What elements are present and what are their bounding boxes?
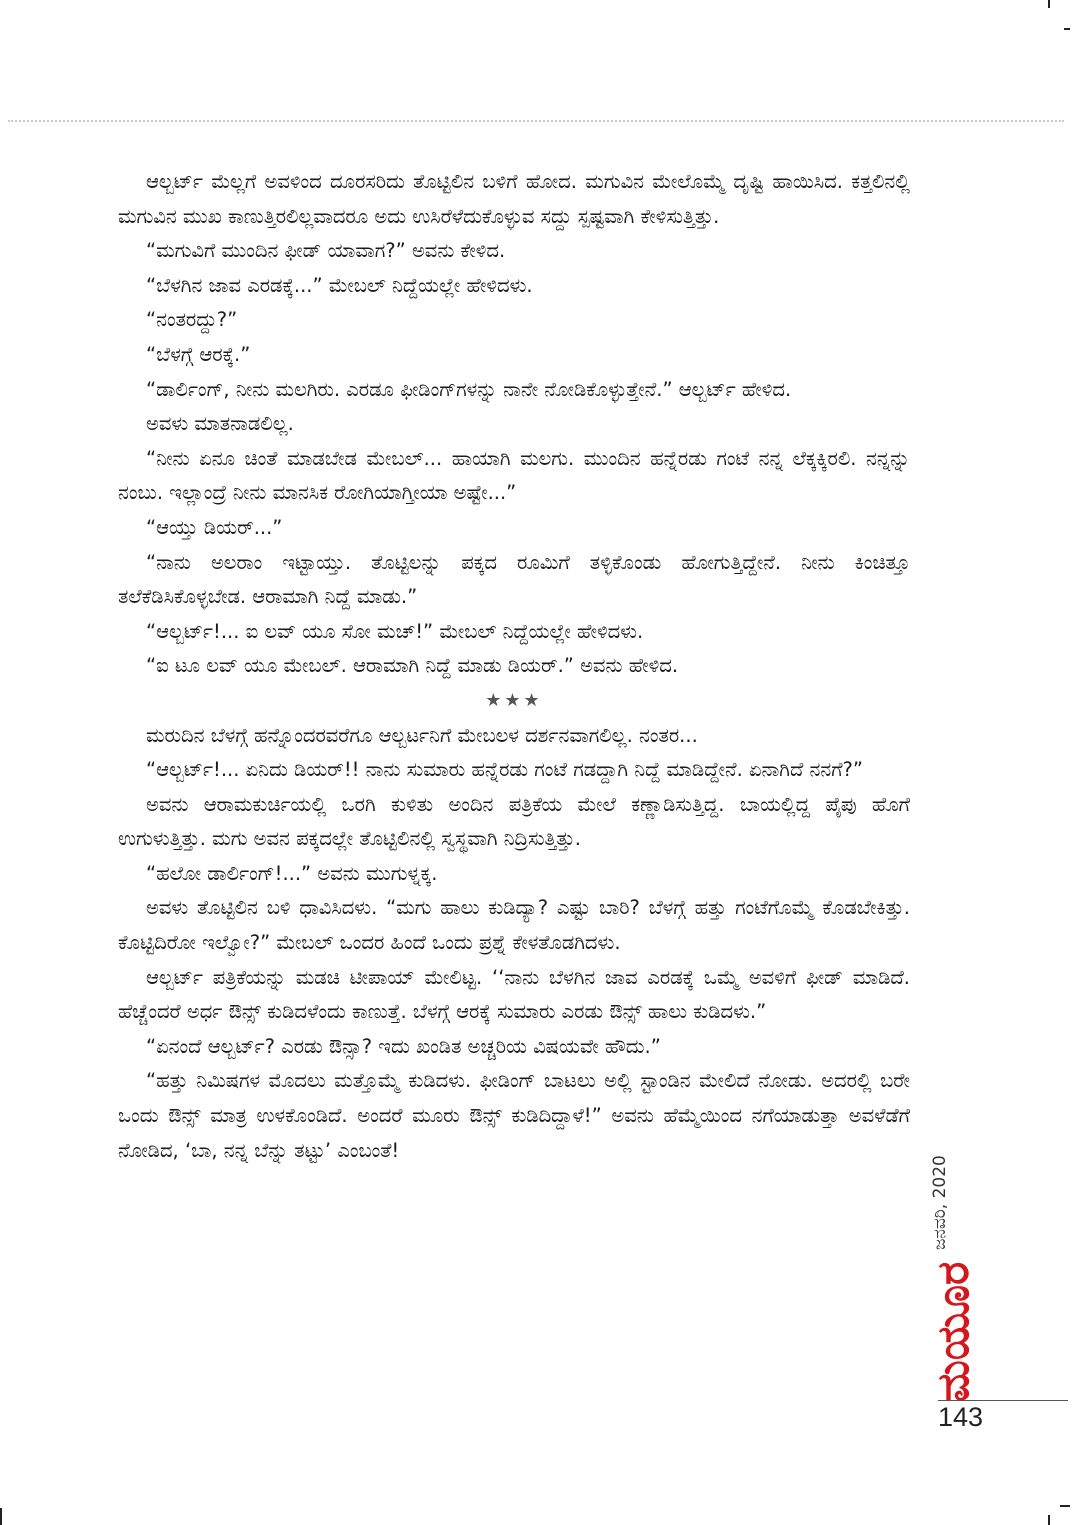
paragraph: “ನೀನು ಏನೂ ಚಿಂತೆ ಮಾಡಬೇಡ ಮೇಬಲ್... ಹಾಯಾಗಿ ಮಲಗು. ಮುಂದಿನ ಹನ್ನೆರಡು ಗಂಟೆ ನನ್ನ ಲೆಕ್ಕಕ್ಕಿರಲಿ. ನನ್ನನ್ನು ನಂಬು. ಇಲ್ಲಾಂದ್ರೆ ನೀನು ಮಾನಸಿಕ ರೋಗಿಯಾಗ್ತೀಯಾ ಅಷ್ಟೇ...” (118, 446, 910, 505)
magazine-title: ಮಯೂರ (928, 1261, 979, 1402)
paragraph: “ಆಲ್ಬರ್ಟ್!... ಏನಿದು ಡಿಯರ್!! ನಾನು ಸುಮಾರು ಹನ್ನೆರಡು ಗಂಟೆ ಗಡದ್ದಾಗಿ ನಿದ್ದೆ ಮಾಡಿದ್ದೇನೆ. ಏನಾಗಿದೆ ನನಗೆ?” (146, 758, 863, 782)
paragraph: “ಬೆಳಗಿನ ಜಾವ ಎರಡಕ್ಕೆ...” ಮೇಬಲ್ ನಿದ್ದೆಯಲ್ಲೇ ಹೇಳಿದಳು. (146, 273, 533, 297)
crop-mark (1048, 1515, 1050, 1525)
footer-rule (938, 1400, 1068, 1401)
paragraph: ಅವಳು ತೊಟ್ಟಿಲಿನ ಬಳಿ ಧಾವಿಸಿದಳು. “ಮಗು ಹಾಲು ಕುಡಿದ್ಯಾ? ಎಷ್ಟು ಬಾರಿ? ಬೆಳಗ್ಗೆ ಹತ್ತು ಗಂಟೆಗೊಮ್ಮೆ ಕೊಡಬೇಕಿತ್ತು. ಕೊಟ್ಟಿದಿರೋ ಇಲ್ವೋ?” ಮೇಬಲ್ ಒಂದರ ಹಿಂದೆ ಒಂದು ಪ್ರಶ್ನೆ ಕೇಳತೊಡಗಿದಳು. (118, 896, 910, 955)
crop-mark (0, 1508, 2, 1525)
paragraph: “ಹತ್ತು ನಿಮಿಷಗಳ ಮೊದಲು ಮತ್ತೊಮ್ಮೆ ಕುಡಿದಳು. ಫೀಡಿಂಗ್ ಬಾಟಲು ಅಲ್ಲಿ ಸ್ಟಾಂಡಿನ ಮೇಲಿದೆ ನೋಡು. ಅದರಲ್ಲಿ ಬರೇ ಒಂದು ಔನ್ಸ್ ಮಾತ್ರ ಉಳಕೊಂಡಿದೆ. ಅಂದರೆ ಮೂರು ಔನ್ಸ್ ಕುಡಿದಿದ್ದಾಳೆ!” ಅವನು ಹೆಮ್ಮೆಯಿಂದ ನಗೆಯಾಡುತ್ತಾ ಅವಳೆಡೆಗೆ ನೋಡಿದ, ‘ಬಾ, ನನ್ನ ಬೆನ್ನು ತಟ್ಟು’ ಎಂಬಂತೆ! (118, 1069, 910, 1162)
crop-mark (1060, 1505, 1070, 1507)
paragraph: “ಬೆಳಗ್ಗೆ ಆರಕ್ಕೆ.” (146, 342, 251, 366)
scene-break-stars: ★★★ (485, 689, 543, 711)
paragraph: “ನಂತರದ್ದು?” (146, 308, 238, 332)
crop-mark (1048, 0, 1050, 8)
crop-mark (1064, 28, 1070, 30)
paragraph: “ಆಯ್ತು ಡಿಯರ್...” (146, 515, 283, 539)
paragraph: ಅವನು ಆರಾಮಕುರ್ಚಿಯಲ್ಲಿ ಒರಗಿ ಕುಳಿತು ಅಂದಿನ ಪತ್ರಿಕೆಯ ಮೇಲೆ ಕಣ್ಣಾಡಿಸುತ್ತಿದ್ದ. ಬಾಯಲ್ಲಿದ್ದ ಪೈಪು ಹೊಗೆ ಉಗುಳುತ್ತಿತ್ತು. ಮಗು ಅವನ ಪಕ್ಕದಲ್ಲೇ ತೊಟ್ಟಿಲಿನಲ್ಲಿ ಸ್ವಸ್ಥವಾಗಿ ನಿದ್ರಿಸುತ್ತಿತ್ತು. (118, 792, 910, 851)
page-number: 143 (938, 1402, 984, 1432)
paragraph: “ಡಾರ್ಲಿಂಗ್, ನೀನು ಮಲಗಿರು. ಎರಡೂ ಫೀಡಿಂಗ್‌ಗಳನ್ನು ನಾನೇ ನೋಡಿಕೊಳ್ಳುತ್ತೇನೆ.” ಆಲ್ಬರ್ಟ್ ಹೇಳಿದ. (146, 377, 792, 401)
article-body (118, 165, 910, 1168)
paragraph: “ಮಗುವಿಗೆ ಮುಂದಿನ ಫೀಡ್ ಯಾವಾಗ?” ಅವನು ಕೇಳಿದ. (146, 239, 506, 263)
paragraph: ಆಲ್ಬರ್ಟ್ ಮೆಲ್ಲಗೆ ಅವಳಿಂದ ದೂರಸರಿದು ತೊಟ್ಟಿಲಿನ ಬಳಿಗೆ ಹೋದ. ಮಗುವಿನ ಮೇಲೊಮ್ಮೆ ದೃಷ್ಟಿ ಹಾಯಿಸಿದ. ಕತ್ತಲಿನಲ್ಲಿ ಮಗುವಿನ ಮುಖ ಕಾಣುತ್ತಿರಲಿಲ್ಲವಾದರೂ ಅದು ಉಸಿರೆಳೆದುಕೊಳ್ಳುವ ಸದ್ದು ಸ್ಪಷ್ಟವಾಗಿ ಕೇಳಿಸುತ್ತಿತ್ತು. (118, 170, 910, 228)
header-dotted-divider (8, 120, 1064, 122)
paragraph: ಮರುದಿನ ಬೆಳಗ್ಗೆ ಹನ್ನೊಂದರವರೆಗೂ ಆಲ್ಬರ್ಟನಿಗೆ ಮೇಬಲಳ ದರ್ಶನವಾಗಲಿಲ್ಲ. ನಂತರ... (146, 723, 698, 747)
paragraph: “ಐ ಟೂ ಲವ್ ಯೂ ಮೇಬಲ್. ಆರಾಮಾಗಿ ನಿದ್ದೆ ಮಾಡು ಡಿಯರ್.” ಅವನು ಹೇಳಿದ. (146, 654, 679, 678)
paragraph: ಅವಳು ಮಾತನಾಡಲಿಲ್ಲ. (146, 412, 294, 436)
issue-date: ಜನವರಿ, 2020 (930, 1155, 950, 1250)
paragraph: “ನಾನು ಅಲರಾಂ ಇಟ್ಟಾಯ್ತು. ತೊಟ್ಟಿಲನ್ನು ಪಕ್ಕದ ರೂಮಿಗೆ ತಳ್ಳಿಕೊಂಡು ಹೋಗುತ್ತಿದ್ದೇನೆ. ನೀನು ಕಿಂಚಿತ್ತೂ ತಲೆಕೆಡಿಸಿಕೊಳ್ಳಬೇಡ. ಆರಾಮಾಗಿ ನಿದ್ದೆ ಮಾಡು.” (118, 550, 910, 609)
paragraph: “ಏನಂದೆ ಆಲ್ಬರ್ಟ್? ಎರಡು ಔನ್ಸಾ? ಇದು ಖಂಡಿತ ಅಚ್ಚರಿಯ ವಿಷಯವೇ ಹೌದು.” (146, 1034, 661, 1058)
paragraph: “ಹಲೋ ಡಾರ್ಲಿಂಗ್!...” ಅವನು ಮುಗುಳ್ನಕ್ಕ. (146, 861, 438, 885)
paragraph: “ಆಲ್ಬರ್ಟ್!... ಐ ಲವ್ ಯೂ ಸೋ ಮಚ್!” ಮೇಬಲ್ ನಿದ್ದೆಯಲ್ಲೇ ಹೇಳಿದಳು. (146, 619, 644, 643)
paragraph: ಆಲ್ಬರ್ಟ್ ಪತ್ರಿಕೆಯನ್ನು ಮಡಚಿ ಟೀಪಾಯ್ ಮೇಲಿಟ್ಟ. ‘‘ನಾನು ಬೆಳಗಿನ ಜಾವ ಎರಡಕ್ಕೆ ಒಮ್ಮೆ ಅವಳಿಗೆ ಫೀಡ್ ಮಾಡಿದೆ. ಹೆಚ್ಚೆಂದರೆ ಅರ್ಧ ಔನ್ಸ್ ಕುಡಿದಳೆಂದು ಕಾಣುತ್ತೆ. ಬೆಳಗ್ಗೆ ಆರಕ್ಕೆ ಸುಮಾರು ಎರಡು ಔನ್ಸ್ ಹಾಲು ಕುಡಿದಳು.” (118, 965, 910, 1024)
